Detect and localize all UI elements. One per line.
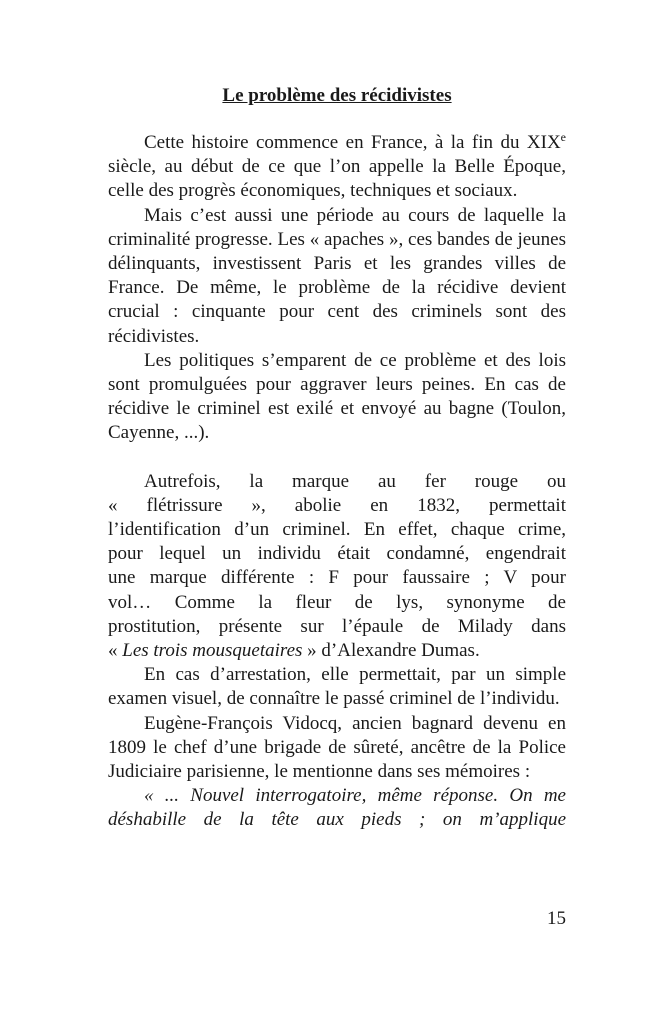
- paragraph-4-line-6: vol… Comme la fleur de lys, synonyme de: [108, 591, 566, 613]
- paragraph-4-line-2: « flétrissure », abolie en 1832, permettait: [108, 494, 566, 516]
- book-title: Les trois mousquetaires: [122, 640, 303, 662]
- paragraph-4: [108, 470, 566, 664]
- paragraph-4-line-3: l’identification d’un criminel. En effet, chaque crime,: [108, 519, 566, 541]
- paragraph-2: Mais c’est aussi une période au cours de laquelle la criminalité progresse. Les « apaches », ces bandes de jeunes délinquants, investissent Paris et les grandes villes de France. De même, le problème de la récidive devient crucial : cinquante pour cent des criminels sont des récidivistes.: [108, 204, 566, 347]
- paragraph-1: [108, 131, 566, 204]
- quote-close-author: » d’Alexandre Dumas.: [302, 640, 480, 662]
- page-title: Le problème des récidivistes: [222, 85, 452, 106]
- quote-open: «: [108, 640, 123, 662]
- page-content: [108, 83, 566, 833]
- paragraph-7-quote: « ... Nouvel interrogatoire, même réponse. On me déshabille de la tête aux pieds ; on m’applique: [108, 785, 566, 831]
- paragraph-gap: [108, 446, 566, 470]
- paragraph-4-line-5: une marque différente : F pour faussaire ; V pour: [108, 567, 566, 589]
- paragraph-1-text-a: Cette histoire commence en France, à la fin du XIX: [144, 132, 561, 153]
- century-superscript: e: [560, 130, 566, 144]
- paragraph-4-line-4: pour lequel un individu était condamné, engendrait: [108, 543, 566, 565]
- paragraph-6: Eugène-François Vidocq, ancien bagnard devenu en 1809 le chef d’une brigade de sûreté, ancêtre de la Police Judiciaire parisienne, le mentionne dans ses mémoires :: [108, 712, 566, 783]
- paragraph-4-line-7: prostitution, présente sur l’épaule de Milady dans: [108, 615, 566, 637]
- page-number: 15: [547, 908, 566, 929]
- paragraph-3: Les politiques s’emparent de ce problème et des lois sont promulguées pour aggraver leurs peines. En cas de récidive le criminel est exilé et envoyé au bagne (Toulon, Cayenne, ...).: [108, 349, 566, 444]
- paragraph-4-line-1: Autrefois, la marque au fer rouge ou: [144, 470, 566, 492]
- paragraph-4-line-8: [108, 639, 566, 663]
- paragraph-5: En cas d’arrestation, elle permettait, par un simple examen visuel, de connaître le passé criminel de l’individu.: [108, 664, 566, 710]
- paragraph-1-text-b: siècle, au début de ce que l’on appelle la Belle Époque, celle des progrès économiques, techniques et sociaux.: [108, 156, 566, 202]
